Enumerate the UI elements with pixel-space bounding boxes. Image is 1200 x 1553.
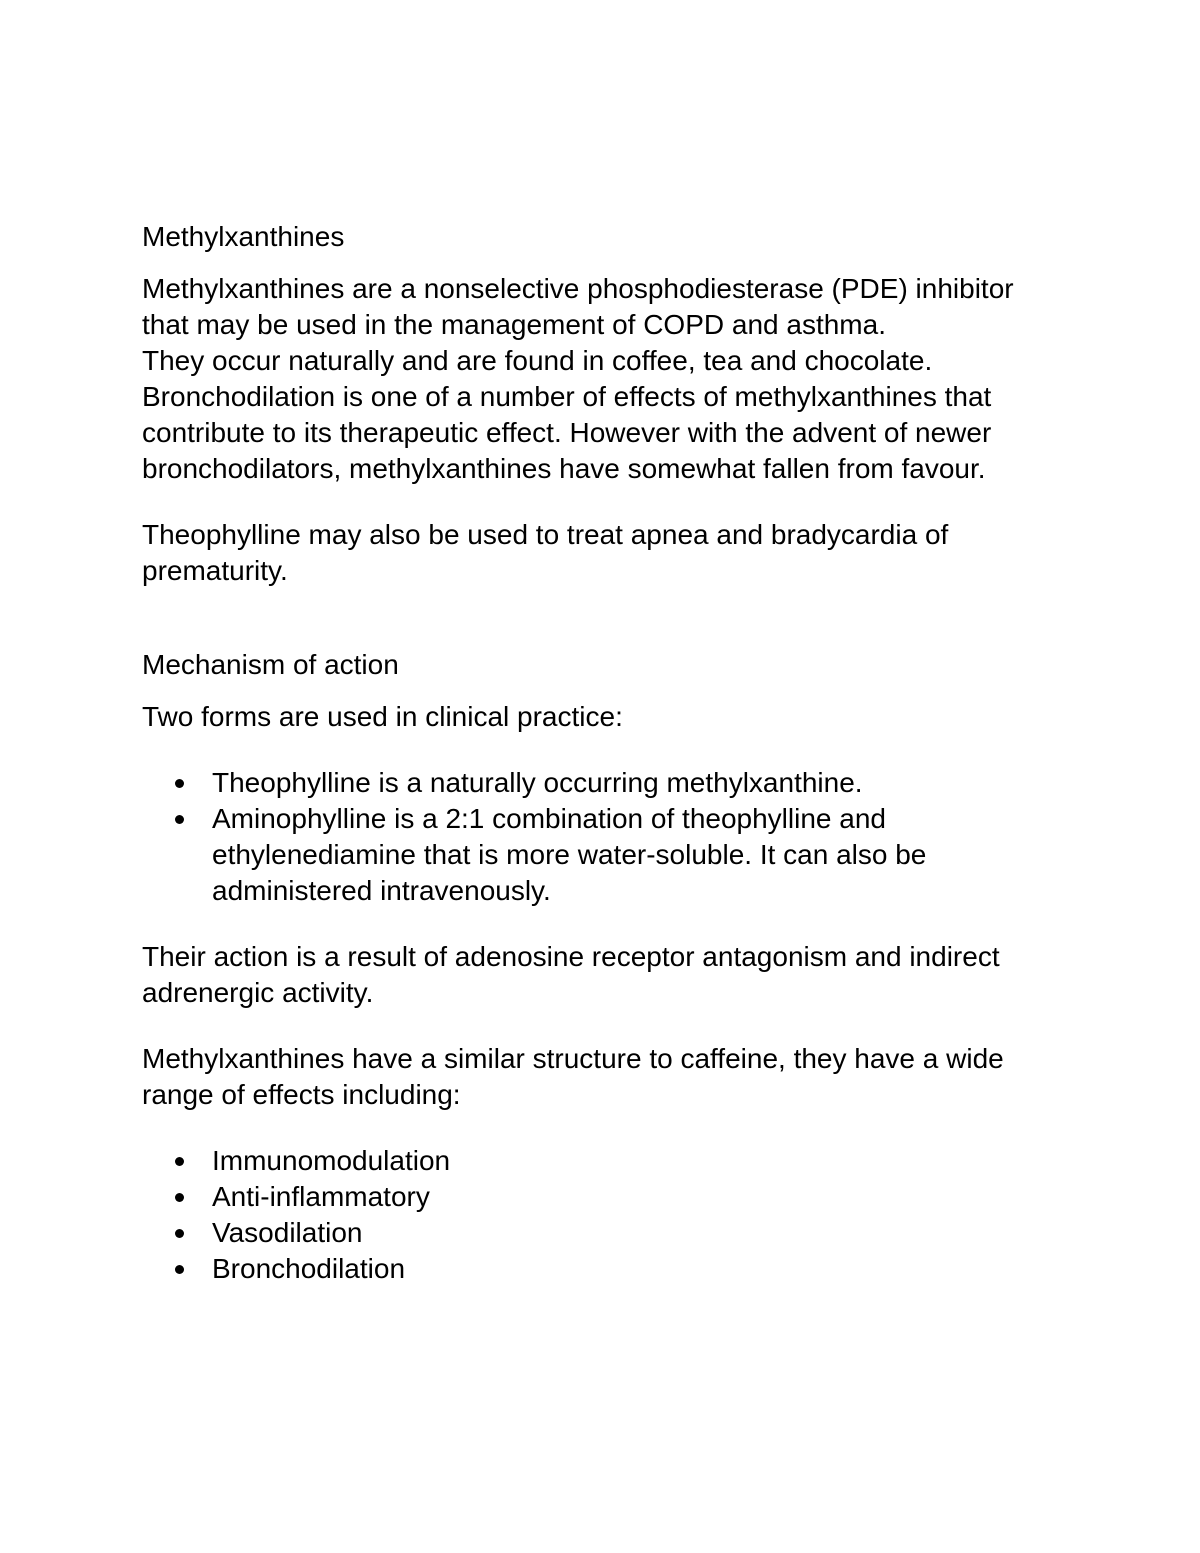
- forms-intro: Two forms are used in clinical practice:: [142, 701, 623, 732]
- document-page: [142, 219, 1062, 1317]
- list-item-text: Vasodilation: [212, 1217, 363, 1248]
- list-item: [142, 765, 1062, 801]
- bullet-icon: [175, 779, 184, 788]
- list-item-text: Immunomodulation: [212, 1145, 451, 1176]
- bullet-icon: [175, 815, 184, 824]
- structure-paragraph: Methylxanthines have a similar structure to caffeine, they have a wide range of effects including:: [142, 1043, 1004, 1110]
- list-item-text: Anti-inflammatory: [212, 1181, 430, 1212]
- list-item-text: Theophylline is a naturally occurring methylxanthine.: [212, 767, 863, 798]
- action-paragraph: Their action is a result of adenosine receptor antagonism and indirect adrenergic activity.: [142, 941, 1000, 1008]
- intro-paragraph: Methylxanthines are a nonselective phosphodiesterase (PDE) inhibitor that may be used in the management of COPD and asthma.: [142, 273, 1014, 340]
- natural-occurrence-paragraph: They occur naturally and are found in coffee, tea and chocolate.: [142, 345, 933, 376]
- list-item: [142, 801, 1062, 909]
- list-item: [142, 1143, 1062, 1179]
- bullet-icon: [175, 1157, 184, 1166]
- mechanism-heading: Mechanism of action: [142, 649, 399, 680]
- list-item: [142, 1215, 1062, 1251]
- theophylline-paragraph: Theophylline may also be used to treat apnea and bradycardia of prematurity.: [142, 519, 949, 586]
- forms-list: [142, 765, 1062, 909]
- bronchodilation-paragraph: Bronchodilation is one of a number of effects of methylxanthines that contribute to its therapeutic effect. However with the advent of newer bronchodilators, methylxanthines have somewhat fallen from favour.: [142, 381, 992, 484]
- effects-list: [142, 1143, 1062, 1287]
- list-item: [142, 1179, 1062, 1215]
- bullet-icon: [175, 1265, 184, 1274]
- list-item: [142, 1251, 1062, 1287]
- document-title: Methylxanthines: [142, 221, 345, 252]
- bullet-icon: [175, 1229, 184, 1238]
- list-item-text: Bronchodilation: [212, 1253, 406, 1284]
- list-item-text: Aminophylline is a 2:1 combination of theophylline and ethylenediamine that is more water-soluble. It can also be administered intravenously.: [212, 803, 927, 906]
- bullet-icon: [175, 1193, 184, 1202]
